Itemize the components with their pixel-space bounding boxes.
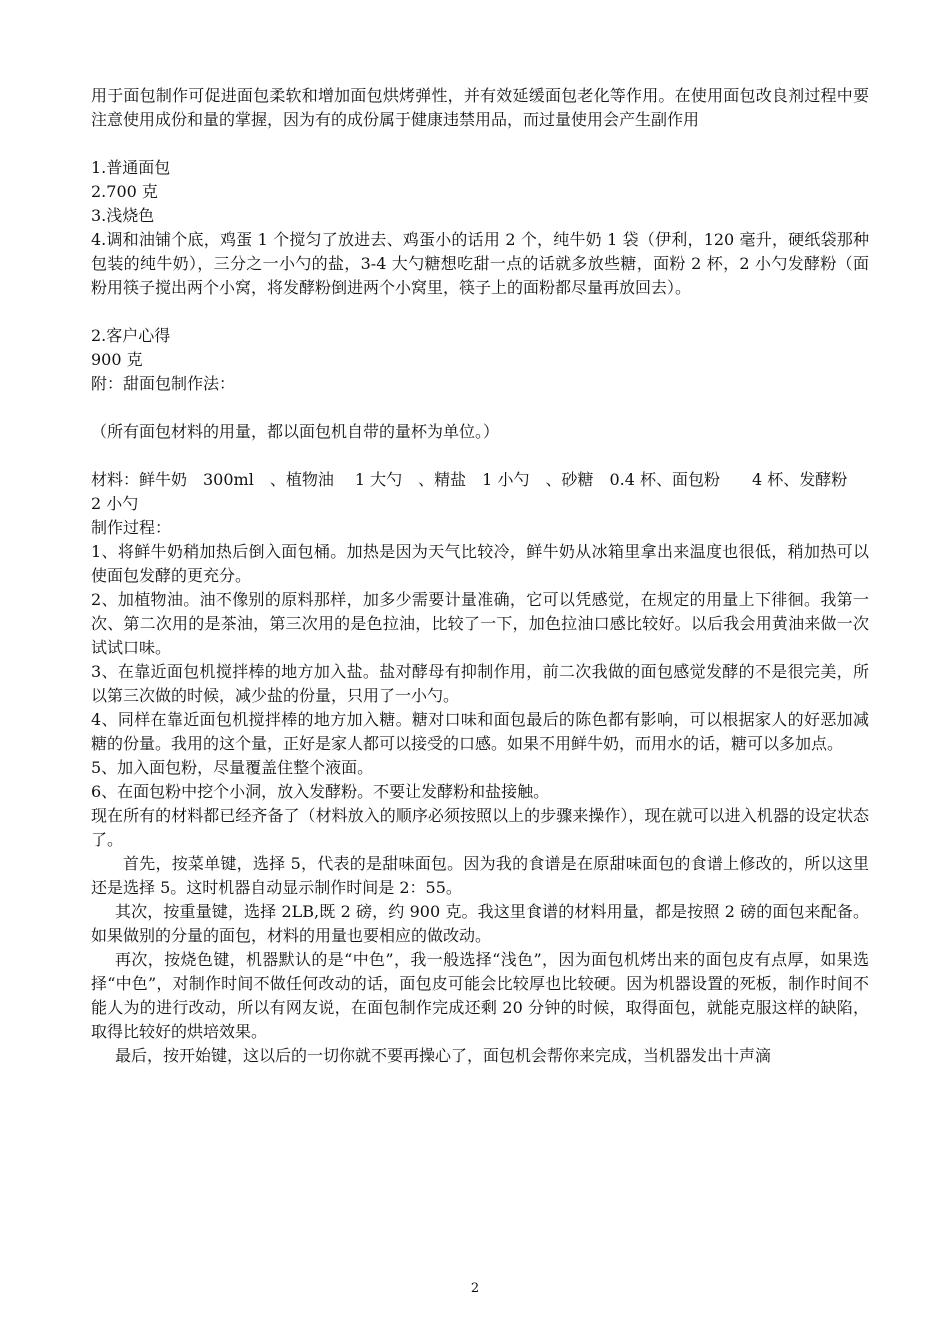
list-item-4: 4.调和油铺个底，鸡蛋 1 个搅匀了放进去、鸡蛋小的话用 2 个，纯牛奶 1 袋（伊利，120 毫升，硬纸袋那种包装的纯牛奶），三分之一小勺的盐，3-4 大勺糖想吃甜一点的话就多放些糖，面粉 2 杯，2 小勺发酵粉（面粉用筷子搅出两个小窝，将发酵粉倒进两个小窝里，筷子上的面粉都尽量再放回去）。 <box>91 230 869 297</box>
materials-list: 材料：鲜牛奶 300ml 、植物油 1 大勺 、精盐 1 小勺 、砂糖 0.4 杯、面包粉 4 杯、发酵粉 2 小勺 <box>91 470 880 513</box>
step-3: 3、在靠近面包机搅拌棒的地方加入盐。盐对酵母有抑制作用，前二次我做的面包感觉发酵的不是很完美，所以第三次做的时候，减少盐的份量，只用了一小勺。 <box>91 662 869 705</box>
ready-paragraph: 现在所有的材料都已经齐备了（材料放入的顺序必须按照以上的步骤来操作），现在就可以进入机器的设定状态了。 <box>91 806 869 849</box>
section-heading: 2.客户心得 <box>91 326 171 345</box>
step-4: 4、同样在靠近面包机搅拌棒的地方加入糖。糖对口味和面包最后的陈色都有影响，可以根据家人的好恶加减糖的份量。我用的这个量，正好是家人都可以接受的口感。如果不用鲜牛奶，而用水的话，糖可以多加点。 <box>91 710 869 753</box>
blank-line <box>91 300 869 324</box>
process-title: 制作过程： <box>91 518 172 537</box>
step-5: 5、加入面包粉，尽量覆盖住整个液面。 <box>91 758 374 777</box>
step-1: 1、将鲜牛奶稍加热后倒入面包桶。加热是因为天气比较冷，鲜牛奶从冰箱里拿出来温度也很低，稍加热可以使面包发酵的更充分。 <box>91 542 869 585</box>
last-step-paragraph: 最后，按开始键，这以后的一切你就不要再操心了，面包机会帮你来完成，当机器发出十声滴 <box>115 1046 772 1065</box>
list-item-2: 2.700 克 <box>91 182 158 201</box>
blank-line <box>91 444 869 468</box>
list-item-3: 3.浅烧色 <box>91 206 155 225</box>
appendix-title: 附：甜面包制作法： <box>91 374 236 393</box>
step-2: 2、加植物油。油不像别的原料那样，加多少需要计量准确，它可以凭感觉，在规定的用量上下徘徊。我第一次、第二次用的是茶油，第三次用的是色拉油，比较了一下，加色拉油口感比较好。以后我会用黄油来做一次试试口味。 <box>91 590 869 657</box>
blank-line <box>91 132 869 156</box>
intro-paragraph: 用于面包制作可促进面包柔软和增加面包烘烤弹性，并有效延缓面包老化等作用。在使用面包改良剂过程中要注意使用成份和量的掌握，因为有的成份属于健康违禁用品，而过量使用会产生副作用 <box>91 86 869 129</box>
third-step-paragraph: 再次，按烧色键，机器默认的是“中色”，我一般选择“浅色”，因为面包机烤出来的面包皮有点厚，如果选择“中色”，对制作时间不做任何改动的话，面包皮可能会比较厚也比较硬。因为机器设置的死板，制作时间不能人为的进行改动，所以有网友说，在面包制作完成还剩 20 分钟的时候，取得面包，就能克服这样的缺陷，取得比较好的烘培效果。 <box>91 950 869 1041</box>
second-step-paragraph: 其次，按重量键，选择 2LB,既 2 磅，约 900 克。我这里食谱的材料用量，都是按照 2 磅的面包来配备。如果做别的分量的面包，材料的用量也要相应的做改动。 <box>91 902 869 945</box>
page-number: 2 <box>470 1281 480 1296</box>
step-6: 6、在面包粉中挖个小洞，放入发酵粉。不要让发酵粉和盐接触。 <box>91 782 550 801</box>
first-step-paragraph: 首先，按菜单键，选择 5，代表的是甜味面包。因为我的食谱是在原甜味面包的食谱上修改的，所以这里还是选择 5。这时机器自动显示制作时间是 2：55。 <box>91 854 869 897</box>
list-item-1: 1.普通面包 <box>91 158 171 177</box>
unit-note: （所有面包材料的用量，都以面包机自带的量杯为单位。） <box>91 422 500 441</box>
section-weight: 900 克 <box>91 350 143 369</box>
document-body <box>91 84 880 1068</box>
blank-line <box>91 396 869 420</box>
